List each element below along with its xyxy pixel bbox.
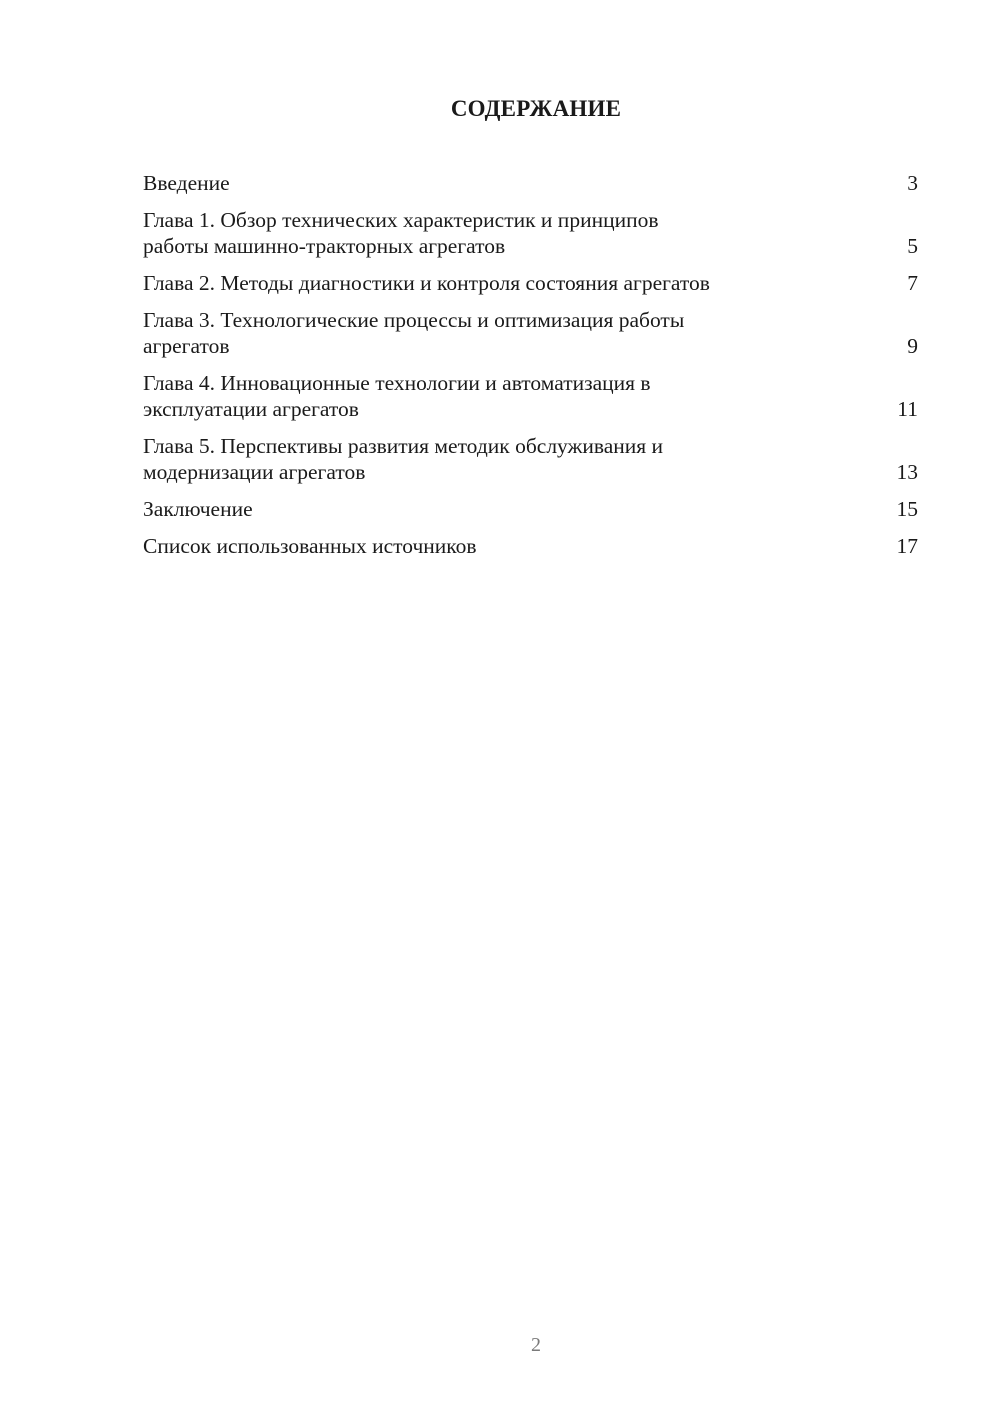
toc-entry-chapter-3 — [143, 307, 918, 359]
toc-entry-title — [143, 307, 684, 359]
toc-entry-page: 11 — [897, 397, 918, 421]
toc-entry-line: модернизации агрегатов — [143, 460, 366, 484]
toc-entry-chapter-1 — [143, 207, 918, 259]
toc-entry-title — [143, 370, 651, 422]
toc-entry-title — [143, 170, 230, 196]
toc-entry-line: Глава 1. Обзор технических характеристик и принципов — [143, 208, 659, 232]
toc-entry-title — [143, 207, 659, 259]
toc-entry-title — [143, 496, 253, 522]
toc-entry-line: Глава 4. Инновационные технологии и автоматизация в — [143, 371, 651, 395]
toc-entry-chapter-5 — [143, 433, 918, 485]
toc-entry-title — [143, 433, 663, 485]
toc-entry-page: 15 — [896, 497, 918, 521]
toc-entry-line: Глава 3. Технологические процессы и оптимизация работы — [143, 308, 685, 332]
toc-entry-page: 17 — [896, 534, 918, 558]
page-title: СОДЕРЖАНИЕ — [450, 96, 622, 121]
toc-entry-chapter-2 — [143, 270, 918, 296]
toc-entry-line: эксплуатации агрегатов — [143, 397, 359, 421]
toc-entry-page: 3 — [907, 171, 918, 195]
toc-entry-line: Заключение — [143, 497, 253, 521]
toc-entry-line: Список использованных источников — [143, 534, 477, 558]
toc-entry-references — [143, 533, 918, 559]
toc-entry-introduction — [143, 170, 918, 196]
page-number: 2 — [531, 1334, 541, 1356]
toc-entry-title — [143, 270, 710, 296]
toc-entry-page: 9 — [907, 334, 918, 358]
toc-entry-page: 7 — [907, 271, 918, 295]
toc-entry-conclusion — [143, 496, 918, 522]
toc-entry-page: 5 — [907, 234, 918, 258]
toc-entry-page: 13 — [896, 460, 918, 484]
table-of-contents — [143, 170, 918, 570]
toc-entry-title — [143, 533, 477, 559]
toc-entry-line: Введение — [143, 171, 230, 195]
toc-entry-line: Глава 5. Перспективы развития методик обслуживания и — [143, 434, 664, 458]
toc-entry-chapter-4 — [143, 370, 918, 422]
toc-entry-line: агрегатов — [143, 334, 230, 358]
toc-entry-line: Глава 2. Методы диагностики и контроля состояния агрегатов — [143, 271, 710, 295]
toc-entry-line: работы машинно-тракторных агрегатов — [143, 234, 506, 258]
